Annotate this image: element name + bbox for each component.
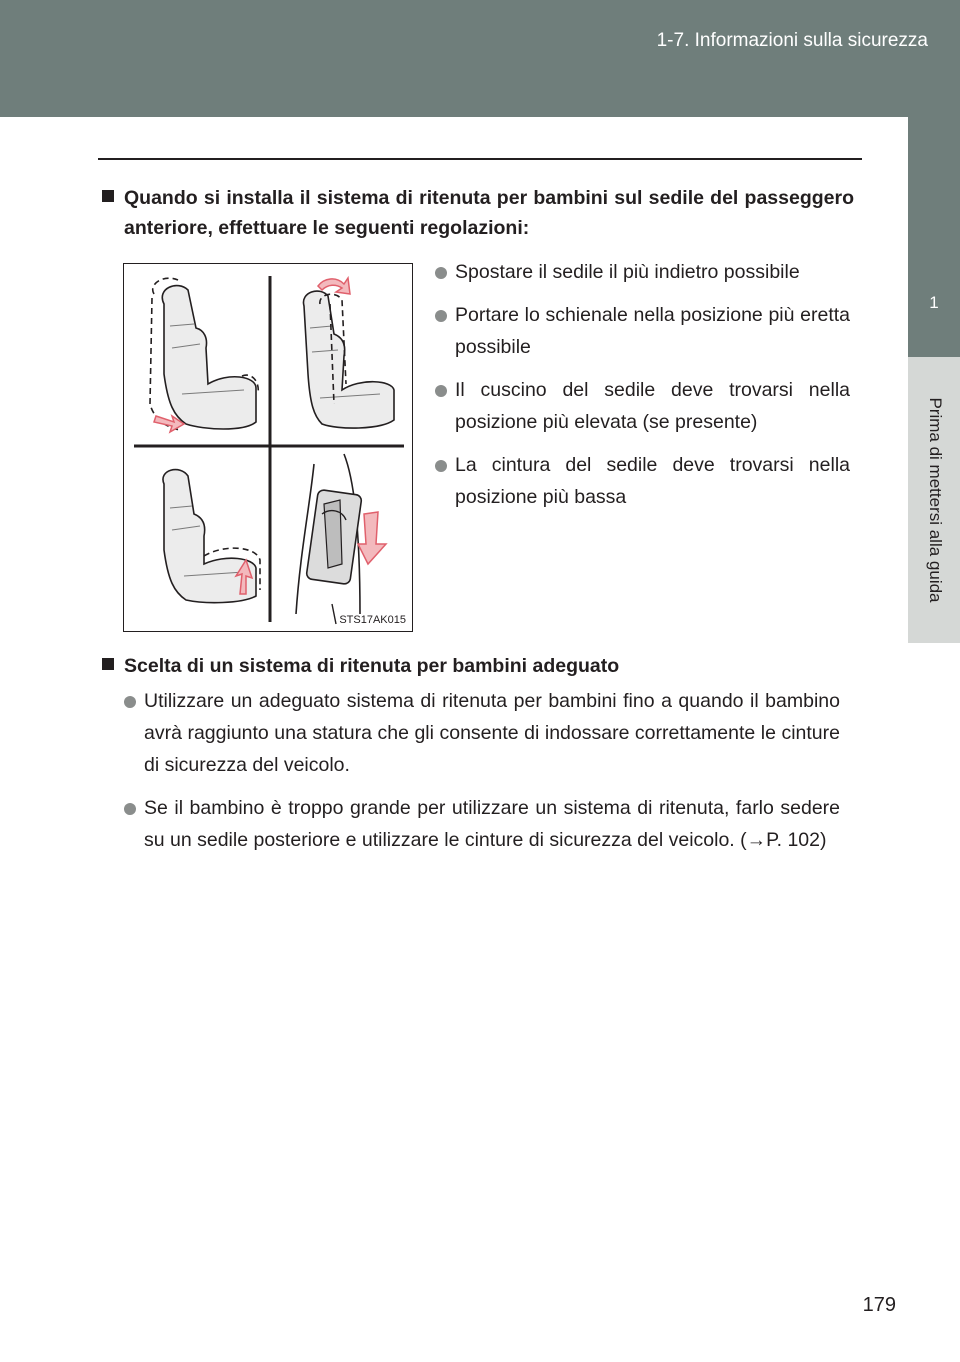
section-title: 1-7. Informazioni sulla sicurezza	[656, 30, 928, 51]
section-heading-text: Scelta di un sistema di ritenuta per bambini adeguato	[124, 655, 620, 677]
bullet-dot-icon	[124, 803, 136, 815]
bullet-dot-icon	[435, 460, 447, 472]
chapter-label: Prima di mettersi alla guida	[926, 397, 945, 603]
list-item: Il cuscino del sedile deve trovarsi nella posizione più elevata (se presente)	[435, 374, 850, 438]
chapter-number: 1	[929, 293, 939, 312]
bullet-dot-icon	[124, 696, 136, 708]
divider-rule	[98, 158, 862, 160]
square-bullet-icon	[102, 190, 114, 202]
list-item: Utilizzare un adeguato sistema di ritenuta per bambini fino a quando il bambino avrà raggiunto una statura che gli consente di indossare correttamente le cinture di sicurezza del veicolo.	[124, 685, 840, 781]
list-item: La cintura del sedile deve trovarsi nella posizione più bassa	[435, 449, 850, 513]
section-heading-text: Quando si installa il sistema di ritenuta per bambini sul sedile del passeggero anteriore, effettuare le seguenti regolazioni:	[124, 187, 854, 239]
section-heading-selection	[102, 651, 854, 681]
figure-code: STS17AK015	[339, 614, 406, 626]
bullet-dot-icon	[435, 310, 447, 322]
list-item: Portare lo schienale nella posizione più eretta possibile	[435, 299, 850, 363]
bullet-dot-icon	[435, 385, 447, 397]
header-bar	[0, 0, 960, 117]
bullet-dot-icon	[435, 267, 447, 279]
seatback-upright-icon	[303, 278, 394, 428]
section-heading-installation	[102, 183, 854, 243]
square-bullet-icon	[102, 658, 114, 670]
list-item: Spostare il sedile il più indietro possibile	[435, 256, 850, 288]
list-item: Se il bambino è troppo grande per utilizzare un sistema di ritenuta, farlo sedere su un sedile posteriore e utilizzare le cinture di sicurezza del veicolo. (→P. 102)	[124, 792, 840, 856]
seat-adjustment-illustration	[123, 263, 413, 632]
cushion-raise-icon	[163, 470, 260, 603]
selection-list	[124, 685, 840, 867]
page-number: 179	[862, 1294, 896, 1316]
chapter-tab	[908, 117, 960, 357]
belt-lower-icon	[296, 454, 386, 624]
adjustment-list	[435, 256, 850, 524]
seat-slide-back-icon	[150, 278, 258, 432]
